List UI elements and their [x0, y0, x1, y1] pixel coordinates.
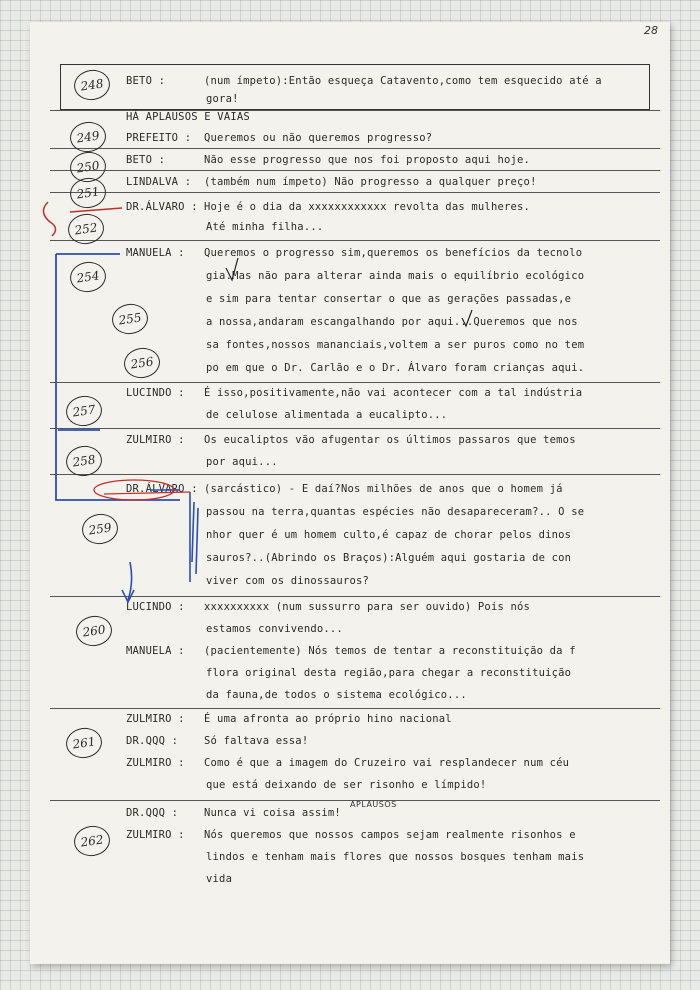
- line: gora!: [206, 93, 239, 105]
- cue-number: 260: [74, 614, 114, 649]
- line: LUCINDO : É isso,positivamente,não vai acontecer com a tal indústria: [126, 387, 583, 399]
- pen-markings: [30, 22, 670, 964]
- line: da fauna,de todos o sistema ecológico...: [206, 689, 467, 701]
- line: nhor quer é um homem culto,é capaz de chorar pelos dinos: [206, 529, 572, 541]
- stage-direction: HÁ APLAUSOS E VAIAS: [126, 111, 250, 123]
- line: viver com os dinossauros?: [206, 575, 370, 587]
- line: lindos e tenham mais flores que nossos bosques tenham mais: [206, 851, 585, 863]
- cue-number: 250: [68, 150, 108, 185]
- cue-number: 249: [68, 120, 108, 155]
- line: ZULMIRO : Nós queremos que nossos campos sejam realmente risonhos e: [126, 829, 576, 841]
- line: LUCINDO : xxxxxxxxxx (num sussurro para ser ouvido) Pois nós: [126, 601, 531, 613]
- line: passou na terra,quantas espécies não desapareceram?.. O se: [206, 506, 585, 518]
- line: de celulose alimentada a eucalipto...: [206, 409, 448, 421]
- cue-number: 254: [68, 260, 108, 295]
- line: que está deixando de ser risonho e límpido!: [206, 779, 487, 791]
- line: gia.Mas não para alterar ainda mais o equilíbrio ecológico: [206, 270, 585, 282]
- line: BETO : Não esse progresso que nos foi proposto aqui hoje.: [126, 154, 531, 166]
- line: DR.QQQ : Só faltava essa!: [126, 735, 309, 747]
- cue-number: 261: [64, 726, 104, 761]
- line: flora original desta região,para chegar a reconstituição: [206, 667, 572, 679]
- line: Até minha filha...: [206, 221, 324, 233]
- line: PREFEITO : Queremos ou não queremos progresso?: [126, 132, 433, 144]
- line: vida: [206, 873, 233, 885]
- line: DR.ÁLVARO : (sarcástico) - E daí?Nos milhões de anos que o homem já: [126, 483, 563, 495]
- page-number: 28: [644, 24, 658, 37]
- cue-number: 255: [110, 302, 150, 337]
- line: a nossa,andaram escangalhando por aqui...Queremos que nos: [206, 316, 578, 328]
- line: po em que o Dr. Carlão e o Dr. Álvaro foram crianças aqui.: [206, 362, 585, 374]
- cue-number: 259: [80, 512, 120, 547]
- line: ZULMIRO : Como é que a imagem do Cruzeiro vai resplandecer num céu: [126, 757, 570, 769]
- line: por aqui...: [206, 456, 278, 468]
- cue-number: 258: [64, 444, 104, 479]
- line: sa fontes,nossos mananciais,voltem a ser puros como no tem: [206, 339, 585, 351]
- handwritten-note: APLAUSOS: [350, 800, 397, 809]
- line: ZULMIRO : Os eucaliptos vão afugentar os últimos passaros que temos: [126, 434, 576, 446]
- cue-number: 262: [72, 824, 112, 859]
- line: BETO : (num ímpeto):Então esqueça Catavento,como tem esquecido até a: [126, 75, 602, 87]
- line: ZULMIRO : É uma afronta ao próprio hino nacional: [126, 713, 452, 725]
- cue-number: 256: [122, 346, 162, 381]
- line: DR.ÁLVARO : Hoje é o dia da xxxxxxxxxxxx revolta das mulheres.: [126, 201, 531, 213]
- cue-number: 257: [64, 394, 104, 429]
- line: estamos convivendo...: [206, 623, 343, 635]
- typescript-page: [30, 22, 670, 964]
- line: e sim para tentar consertar o que as gerações passadas,e: [206, 293, 572, 305]
- line: sauros?..(Abrindo os Braços):Alguém aqui gostaria de con: [206, 552, 572, 564]
- line: LINDALVA : (também num ímpeto) Não progresso a qualquer preço!: [126, 176, 537, 188]
- cue-number: 251: [68, 176, 108, 211]
- line: MANUELA : Queremos o progresso sim,queremos os benefícios da tecnolo: [126, 247, 583, 259]
- line: DR.QQQ : Nunca vi coisa assim!: [126, 807, 341, 819]
- line: MANUELA : (pacientemente) Nós temos de tentar a reconstituição da f: [126, 645, 576, 657]
- cue-number: 248: [72, 68, 112, 103]
- cue-number: 252: [66, 212, 106, 247]
